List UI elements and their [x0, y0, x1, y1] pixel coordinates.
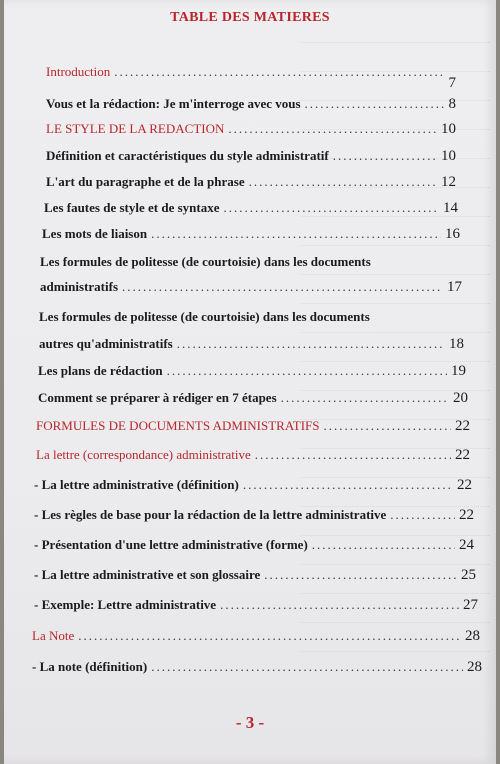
toc-entry-label: La Note — [32, 628, 75, 643]
toc-entry-label: - La lettre administrative (définition) — [34, 477, 239, 492]
toc-section-formules-documents — [36, 418, 470, 435]
toc-entry-label: administratifs — [40, 279, 118, 294]
toc-subsection-note — [32, 628, 480, 645]
toc-entry-label: La lettre (correspondance) administrative — [36, 447, 251, 462]
toc-entry — [34, 507, 474, 524]
toc-entry-label: FORMULES DE DOCUMENTS ADMINISTRATIFS — [36, 418, 320, 433]
dot-leader — [249, 174, 437, 190]
dot-leader — [151, 659, 463, 675]
dot-leader — [122, 279, 443, 295]
dot-leader — [390, 507, 455, 523]
dot-leader — [114, 64, 444, 80]
dot-leader — [223, 200, 439, 216]
toc-entry-page: 22 — [455, 418, 470, 434]
toc-entry-label: Les mots de liaison — [42, 226, 148, 241]
toc-entry-page: 8 — [448, 96, 456, 112]
dot-leader — [264, 567, 457, 583]
dot-leader — [333, 148, 437, 164]
toc-entry-page: 24 — [459, 537, 474, 553]
dot-leader — [151, 226, 441, 242]
toc-entry-page: 28 — [465, 628, 480, 644]
toc-entry-label: - Exemple: Lettre administrative — [34, 597, 217, 612]
toc-entry — [42, 226, 460, 243]
toc-entry-line1 — [39, 309, 464, 325]
toc-entry-page: 22 — [455, 447, 470, 463]
toc-entry-page: 20 — [453, 390, 468, 406]
toc-entry-page: 22 — [457, 477, 472, 493]
dot-leader — [281, 390, 449, 406]
toc-entry-label: Vous et la rédaction: Je m'interroge avec vous — [46, 96, 301, 111]
dot-leader — [220, 597, 459, 613]
toc-entry-label: - Les règles de base pour la rédaction de la lettre administrative — [34, 507, 387, 522]
toc-entry — [34, 567, 476, 584]
toc-entry-page: 7 — [448, 75, 456, 91]
toc-entry-page: 19 — [451, 363, 466, 379]
toc-entry-page: 27 — [463, 597, 478, 613]
toc-list — [4, 0, 496, 764]
toc-entry-page: 10 — [441, 121, 456, 137]
toc-entry-line1 — [40, 254, 462, 270]
toc-entry-label: Comment se préparer à rédiger en 7 étapes — [38, 390, 277, 405]
toc-entry — [40, 279, 462, 296]
dot-leader — [228, 121, 437, 137]
page-number: - 3 - — [235, 713, 265, 732]
toc-section-style-redaction — [46, 121, 456, 138]
toc-entry-label: - Présentation d'une lettre administrative (forme) — [34, 537, 308, 552]
book-page — [4, 0, 496, 764]
toc-entry — [34, 597, 478, 614]
dot-leader — [255, 447, 451, 463]
toc-entry-label-line1: Les formules de politesse (de courtoisie) dans les documents — [39, 309, 370, 324]
toc-entry-page: 25 — [461, 567, 476, 583]
toc-title: TABLE DES MATIERES — [170, 10, 330, 25]
toc-entry — [34, 477, 472, 494]
toc-entry-label: - La note (définition) — [32, 659, 148, 674]
dot-leader — [78, 628, 461, 644]
toc-entry — [38, 390, 468, 407]
dot-leader — [312, 537, 455, 553]
toc-entry — [39, 336, 464, 353]
toc-subsection-lettre — [36, 447, 470, 464]
toc-entry-page: 14 — [443, 200, 458, 216]
toc-entry-page: 17 — [447, 279, 462, 295]
toc-entry-label: autres qu'administratifs — [39, 336, 173, 351]
toc-entry-page: 22 — [459, 507, 474, 523]
dot-leader — [167, 363, 447, 379]
toc-entry-page: 10 — [441, 148, 456, 164]
toc-entry-page: 28 — [467, 659, 482, 675]
toc-entry-label: Les fautes de style et de syntaxe — [44, 200, 220, 215]
toc-entry — [46, 148, 456, 165]
toc-entry — [44, 200, 458, 217]
toc-entry-introduction — [46, 64, 456, 91]
toc-entry-label: Définition et caractéristiques du style administratif — [46, 148, 329, 163]
toc-entry — [46, 96, 456, 113]
toc-entry-label: - La lettre administrative et son glossaire — [34, 567, 261, 582]
toc-entry — [46, 174, 456, 191]
dot-leader — [305, 96, 445, 112]
toc-entry-label: Introduction — [46, 64, 111, 79]
dot-leader — [324, 418, 451, 434]
toc-entry-label: LE STYLE DE LA REDACTION — [46, 121, 225, 136]
toc-entry — [32, 659, 482, 676]
toc-entry-page: 18 — [449, 336, 464, 352]
toc-entry — [34, 537, 474, 554]
toc-entry-page: 16 — [445, 226, 460, 242]
toc-entry-label: Les plans de rédaction — [38, 363, 163, 378]
toc-entry-label: L'art du paragraphe et de la phrase — [46, 174, 245, 189]
toc-entry-label-line1: Les formules de politesse (de courtoisie) dans les documents — [40, 254, 371, 269]
toc-entry-page: 12 — [441, 174, 456, 190]
dot-leader — [243, 477, 453, 493]
toc-entry — [38, 363, 466, 380]
dot-leader — [177, 336, 445, 352]
